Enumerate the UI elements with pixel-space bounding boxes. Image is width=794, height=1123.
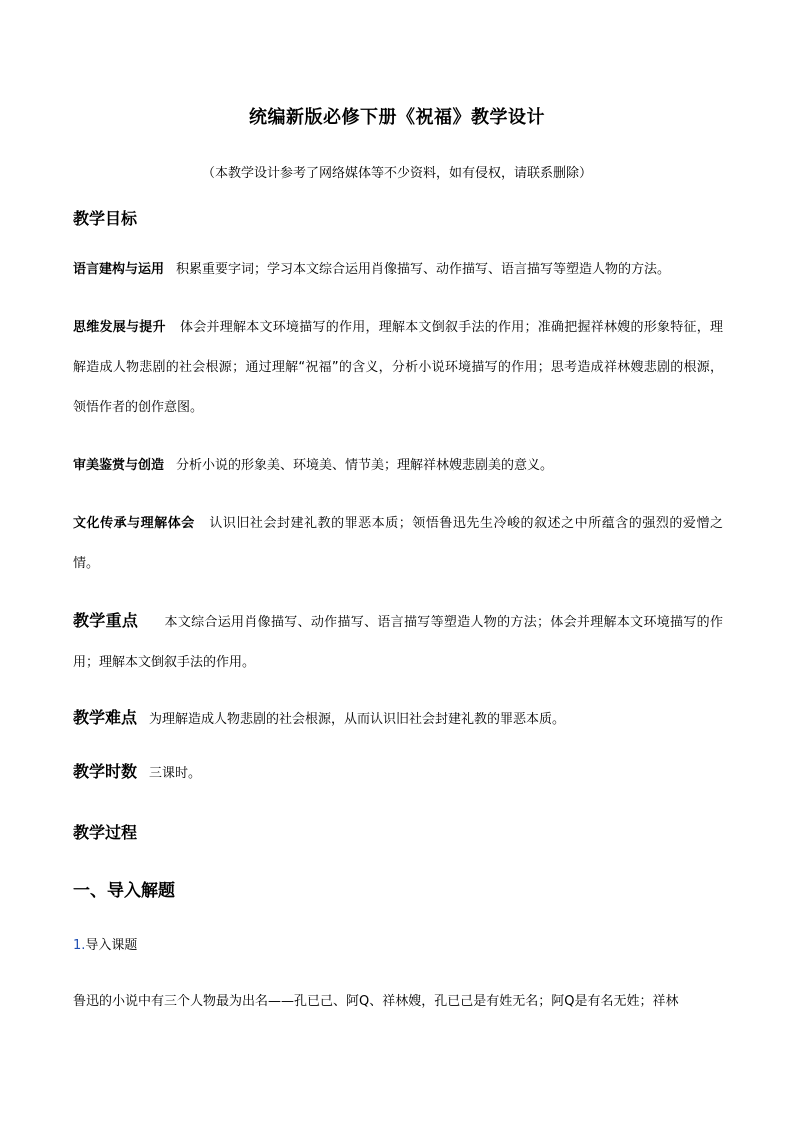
- goal-aesthetics: [73, 446, 723, 486]
- goals-heading: 教学目标: [73, 209, 138, 228]
- goal-culture: [73, 504, 723, 584]
- goal-text: 分析小说的形象美、环境美、情节美；理解祥林嫂悲剧美的意义。: [176, 458, 554, 473]
- key-point: [73, 601, 723, 683]
- goal-label: 语言建构与运用: [73, 262, 165, 277]
- teaching-hours: [73, 752, 723, 794]
- intro-paragraph: 鲁迅的小说中有三个人物最为出名——孔已己、阿Q、祥林嫂，孔已己是有姓无名；阿Q是有名无姓；祥林: [73, 994, 679, 1009]
- difficulty: [73, 698, 723, 740]
- difficulty-label: 教学难点: [73, 708, 138, 727]
- goal-label: 审美鉴赏与创造: [73, 458, 165, 473]
- goal-text: 体会并理解本文环境描写的作用，理解本文倒叙手法的作用；准确把握祥林嫂的形象特征，理解造成人物悲剧的社会根源；通过理解“祝福”的含义，分析小说环境描写的作用；思考造成祥林嫂悲剧的根源，领悟作者的创作意图。: [73, 320, 723, 415]
- goal-language: [73, 250, 723, 290]
- goal-thinking: [73, 308, 723, 428]
- key-point-label: 教学重点: [73, 611, 139, 630]
- section-heading: 一、导入解题: [73, 881, 175, 901]
- goal-text: 认识旧社会封建礼教的罪恶本质；领悟鲁迅先生冷峻的叙述之中所蕴含的强烈的爱憎之情。: [73, 516, 723, 571]
- subsection-heading: [73, 934, 137, 953]
- hours-text: 三课时。: [149, 766, 202, 781]
- subsection-number: 1.: [73, 938, 86, 953]
- document-subtitle: （本教学设计参考了网络媒体等不少资料，如有侵权，请联系删除）: [201, 166, 592, 181]
- hours-label: 教学时数: [73, 762, 138, 781]
- process-heading: 教学过程: [73, 823, 138, 842]
- goal-text: 积累重要字词；学习本文综合运用肖像描写、动作描写、语言描写等塑造人物的方法。: [176, 262, 671, 277]
- document-title: 统编新版必修下册《祝福》教学设计: [249, 107, 545, 128]
- difficulty-text: 为理解造成人物悲剧的社会根源，从而认识旧社会封建礼教的罪恶本质。: [149, 712, 566, 727]
- subsection-title: 导入课题: [85, 938, 138, 953]
- goal-label: 思维发展与提升: [73, 320, 166, 335]
- goal-label: 文化传承与理解体会: [73, 516, 195, 531]
- key-point-text: 本文综合运用肖像描写、动作描写、语言描写等塑造人物的方法；体会并理解本文环境描写的作用；理解本文倒叙手法的作用。: [73, 615, 723, 670]
